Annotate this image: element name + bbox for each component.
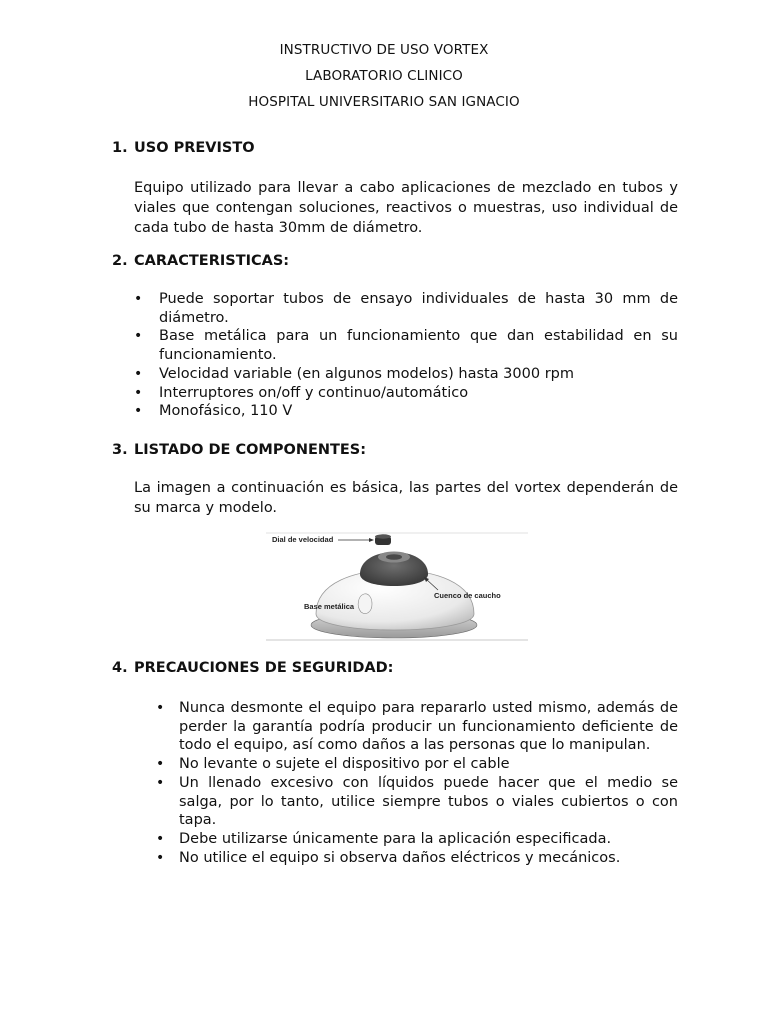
list-item: • Velocidad variable (en algunos modelos) hasta 3000 rpm [134,365,574,382]
section-2-number: 2. [112,253,128,269]
vortex-figure [266,532,528,642]
section-4-number: 4. [112,660,128,676]
section-1-title [112,140,255,156]
list-item: • Monofásico, 110 V [134,403,293,420]
header-lab: LABORATORIO CLINICO [305,68,463,84]
label-dial: Dial de velocidad [272,535,334,544]
bullet-icon: • [134,403,143,420]
header-title: INSTRUCTIVO DE USO VORTEX [279,42,489,58]
section-4-list [156,699,678,867]
section-2-label: CARACTERISTICAS: [134,253,290,269]
section-2-list [134,290,678,421]
bullet-icon: • [156,774,165,791]
section-1-label: USO PREVISTO [134,140,255,156]
vortex-mixer-image [266,532,528,642]
header-hospital: HOSPITAL UNIVERSITARIO SAN IGNACIO [248,94,520,110]
section-4-title [112,660,393,676]
section-3-title [112,442,366,458]
section-3-number: 3. [112,442,128,458]
label-cuenco: Cuenco de caucho [434,591,501,600]
bullet-icon: • [156,830,165,847]
section-1-number: 1. [112,140,128,156]
bullet-icon: • [134,384,143,401]
list-item: • No levante o sujete el dispositivo por el cable [156,756,510,773]
bullet-icon: • [156,700,165,716]
section-3-paragraph: La imagen a continuación es básica, las partes del vortex dependerán de su marca y modelo. [134,480,678,516]
bullet-icon: • [156,849,165,866]
list-item: • Interruptores on/off y continuo/automático [134,384,469,401]
section-2-title [112,253,289,269]
list-item: • Debe utilizarse únicamente para la aplicación especificada. [156,830,612,847]
section-3-label: LISTADO DE COMPONENTES: [134,442,367,458]
list-item: • Un llenado excesivo con líquidos puede hacer que el medio se salga, por lo tanto, utilice siempre tubos o viales cubiertos o con tapa. [156,774,678,829]
bullet-icon: • [156,756,165,773]
bullet-icon: • [134,328,143,345]
bullet-icon: • [134,291,143,307]
list-item: • Nunca desmonte el equipo para repararlo usted mismo, además de perder la garantía podría producir un funcionamiento deficiente de todo el equipo, así como daños a las personas que lo manipulan. [156,700,678,754]
label-base: Base metálica [304,602,355,611]
section-1-paragraph: Equipo utilizado para llevar a cabo aplicaciones de mezclado en tubos y viales que contengan soluciones, reactivos o muestras, uso individual de cada tubo de hasta 30mm de diámetro. [134,180,678,236]
section-4-label: PRECAUCIONES DE SEGURIDAD: [134,660,394,676]
list-item: • No utilice el equipo si observa daños eléctricos y mecánicos. [156,849,621,866]
list-item: • Puede soportar tubos de ensayo individuales de hasta 30 mm de diámetro. [134,291,678,326]
list-item: • Base metálica para un funcionamiento que dan estabilidad en su funcionamiento. [134,328,678,364]
bullet-icon: • [134,365,143,382]
